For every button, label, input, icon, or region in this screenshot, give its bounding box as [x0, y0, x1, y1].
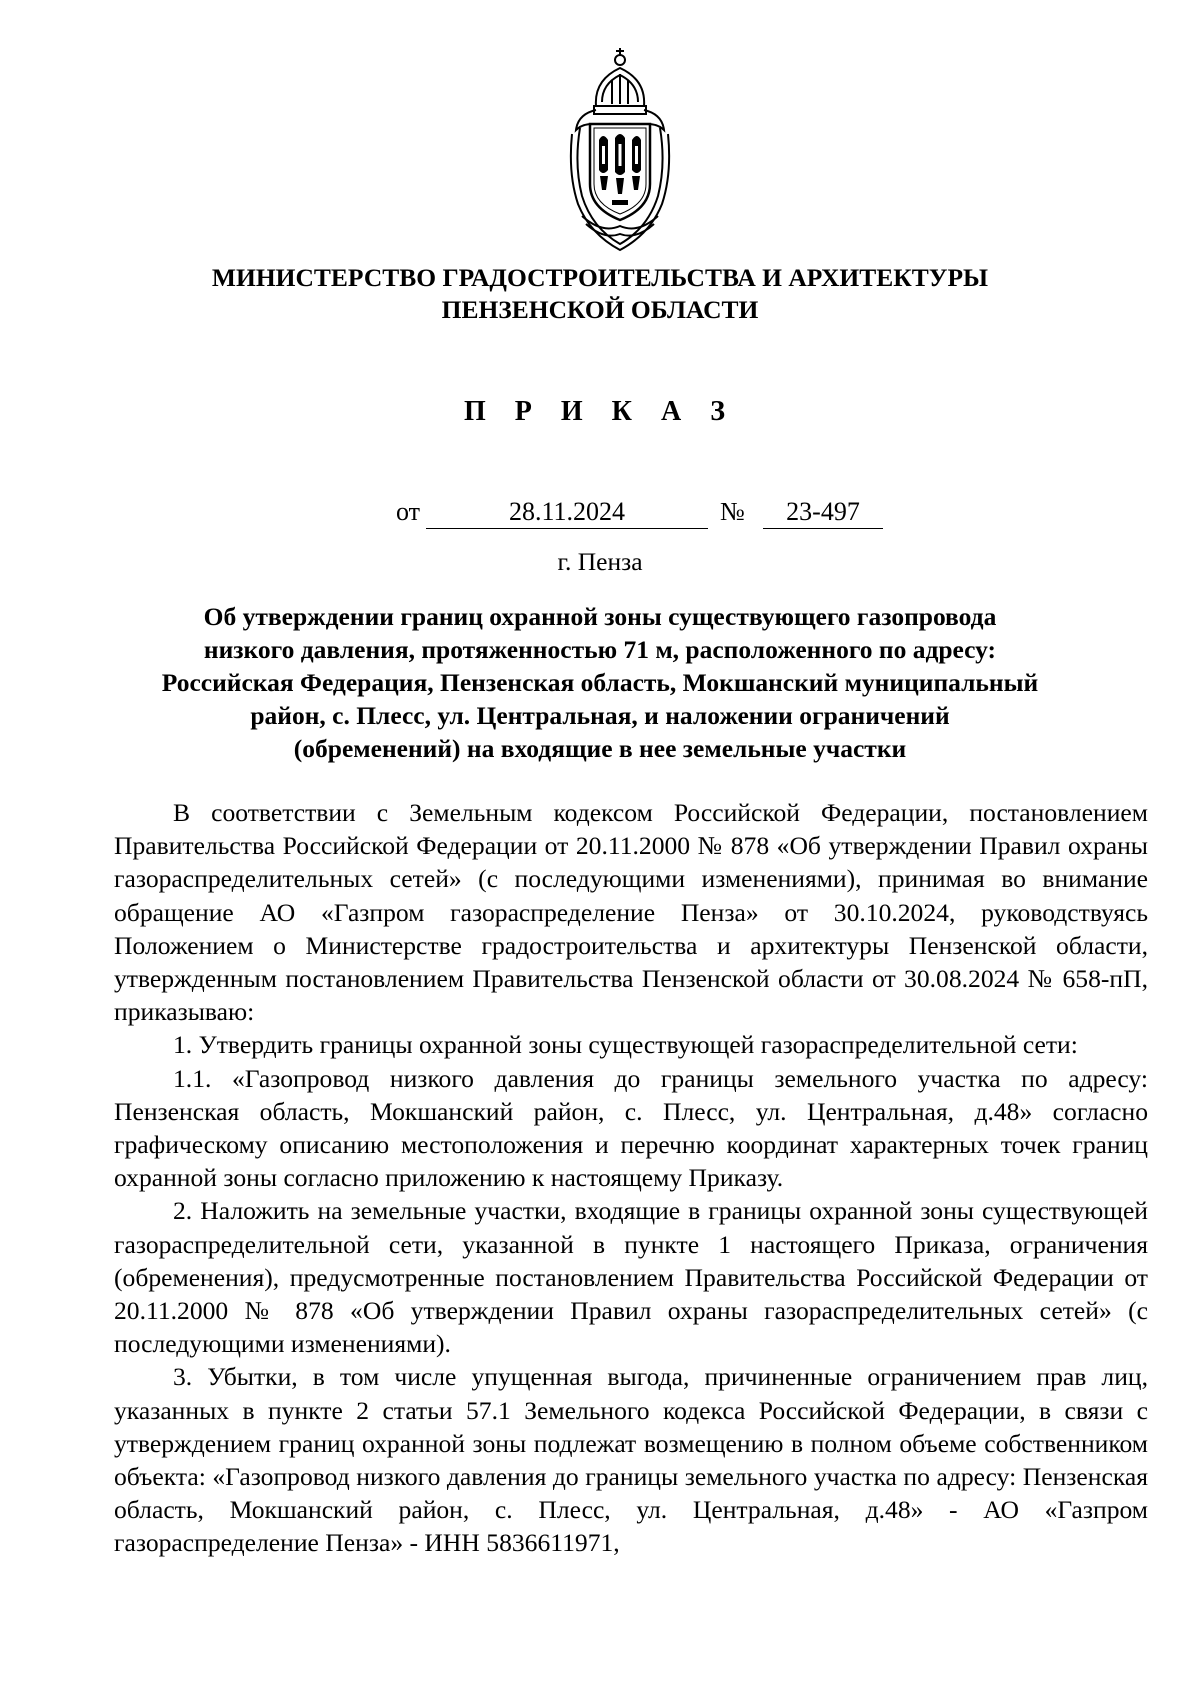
- item-1-paragraph: 1. Утвердить границы охранной зоны существующей газораспределительной сети:: [173, 1030, 1078, 1060]
- document-type-title: П Р И К А З: [464, 396, 736, 427]
- subject-line-5: (обременений) на входящие в нее земельные участки: [293, 734, 907, 763]
- order-number: 23-497: [763, 496, 883, 529]
- order-body: [114, 796, 1148, 1560]
- date-prefix: от: [396, 497, 421, 526]
- coat-of-arms-emblem: [566, 44, 674, 254]
- order-date: 28.11.2024: [426, 496, 708, 529]
- subject-line-3: Российская Федерация, Пензенская область, Мокшанский муниципальный: [161, 668, 1039, 697]
- subject-line-1: Об утверждении границ охранной зоны существующего газопровода: [203, 602, 997, 631]
- order-subject: [120, 600, 1080, 765]
- subject-line-2: низкого давления, протяженностью 71 м, расположенного по адресу:: [203, 635, 997, 664]
- item-3-paragraph: 3. Убытки, в том числе упущенная выгода, причиненные ограничением прав лиц, указанных в пункте 2 статьи 57.1 Земельного кодекса Российской Федерации, в связи с утверждением границ охранной зоны подлежат возмещению в полном объеме собственником объекта: «Газопровод низкого давления до границы земельного участка по адресу: Пензенская область, Мокшанский район, с. Плесс, ул. Центральная, д.48» - АО «Газпром газораспределение Пенза» - ИНН 5836611971,: [114, 1362, 1148, 1558]
- item-2-paragraph: 2. Наложить на земельные участки, входящие в границы охранной зоны существующей газораспределительной сети, указанной в пункте 1 настоящего Приказа, ограничения (обременения), предусмотренные постановлением Правительства Российской Федерации от 20.11.2000 № 878 «Об утверждении Правил охраны газораспределительных сетей» (с последующими изменениями).: [114, 1196, 1148, 1359]
- subject-line-4: район, с. Плесс, ул. Центральная, и наложении ограничений: [250, 701, 950, 730]
- number-prefix: №: [720, 497, 745, 526]
- ministry-name-line-2: ПЕНЗЕНСКОЙ ОБЛАСТИ: [441, 295, 759, 324]
- item-1-1-paragraph: 1.1. «Газопровод низкого давления до границы земельного участка по адресу: Пензенская область, Мокшанский район, с. Плесс, ул. Центральная, д.48» согласно графическому описанию местоположения и перечню координат характерных точек границ охранной зоны согласно приложению к настоящему Приказу.: [114, 1063, 1148, 1193]
- ministry-name: [120, 262, 1080, 326]
- ministry-name-line-1: МИНИСТЕРСТВО ГРАДОСТРОИТЕЛЬСТВА И АРХИТЕКТУРЫ: [211, 263, 989, 292]
- preamble-paragraph: В соответствии с Земельным кодексом Российской Федерации, постановлением Правительства Российской Федерации от 20.11.2000 № 878 «Об утверждении Правил охраны газораспределительных сетей» (с последующими изменениями), принимая во внимание обращение АО «Газпром газораспределение Пенза» от 30.10.2024, руководствуясь Положением о Министерстве градостроительства и архитектуры Пензенской области, утвержденным постановлением Правительства Пензенской области от 30.08.2024 № 658-пП, приказываю:: [114, 798, 1148, 1027]
- issue-city: г. Пенза: [557, 547, 643, 576]
